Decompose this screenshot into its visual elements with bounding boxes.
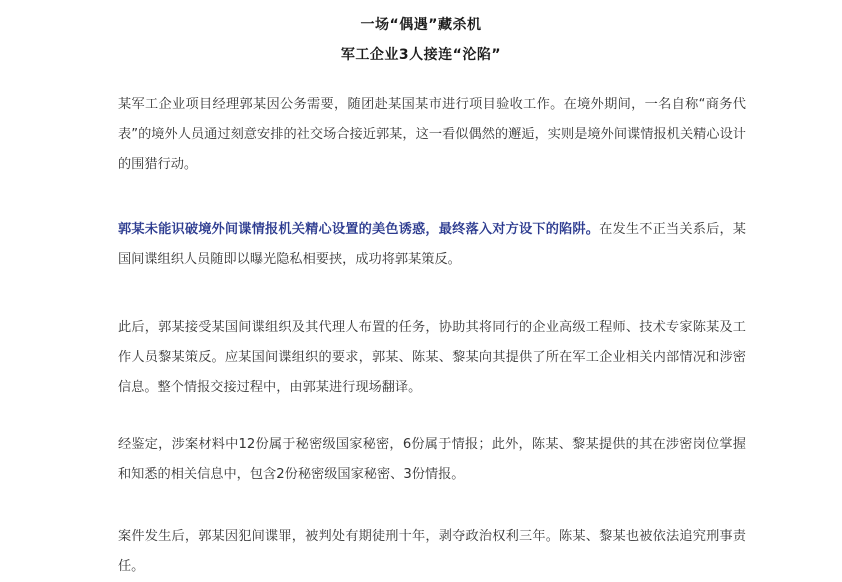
paragraph-2-text: 在发生不正当关系后，某国间谍组织人员随即以曝光隐私相要挟，成功将郭某策反。 [118,222,746,267]
paragraph-2 [118,215,746,275]
paragraph-2-highlight: 郭某未能识破境外间谍情报机关精心设置的美色诱惑，最终落入对方设下的陷阱。 [118,222,600,237]
article-title-line-2: 军工企业3人接连“沦陷” [340,47,502,63]
paragraph-3: 此后，郭某接受某国间谍组织及其代理人布置的任务，协助其将同行的企业高级工程师、技术专家陈某及工作人员黎某策反。应某国间谍组织的要求，郭某、陈某、黎某向其提供了所在军工企业相关内部情况和涉密信息。整个情报交接过程中，由郭某进行现场翻译。 [118,320,746,395]
article-title-line-1: 一场“偶遇”藏杀机 [360,17,482,33]
paragraph-4: 经鉴定，涉案材料中12份属于秘密级国家秘密，6份属于情报；此外，陈某、黎某提供的其在涉密岗位掌握和知悉的相关信息中，包含2份秘密级国家秘密、3份情报。 [118,437,746,482]
paragraph-5: 案件发生后，郭某因犯间谍罪，被判处有期徒刑十年，剥夺政治权利三年。陈某、黎某也被依法追究刑事责任。 [118,529,746,574]
paragraph-1: 某军工企业项目经理郭某因公务需要，随团赴某国某市进行项目验收工作。在境外期间，一名自称“商务代表”的境外人员通过刻意安排的社交场合接近郭某，这一看似偶然的邂逅，实则是境外间谍情报机关精心设计的围猎行动。 [118,97,746,172]
